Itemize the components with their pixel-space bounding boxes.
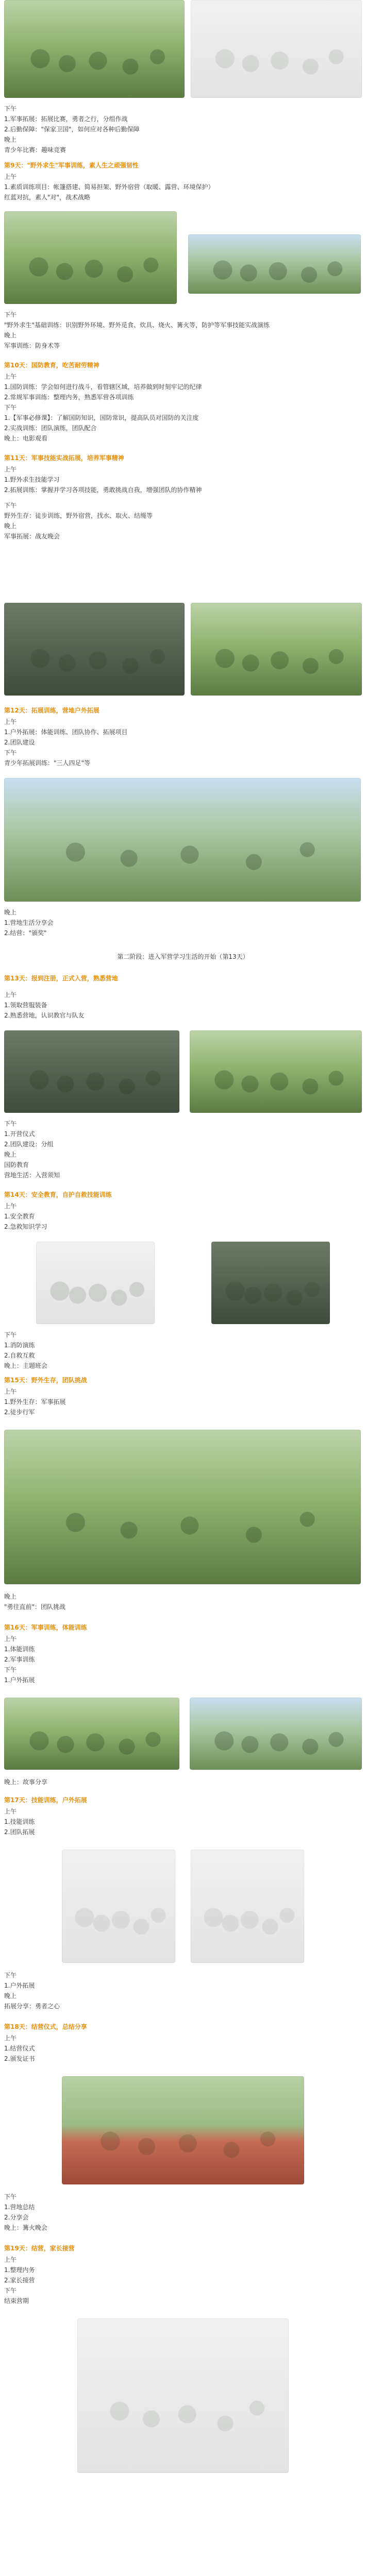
- text: 下午: [4, 404, 17, 411]
- text: 2.自救互救: [4, 1352, 35, 1359]
- text: 1.领取营服装备: [4, 1002, 47, 1009]
- firefighting-photo: [211, 1242, 330, 1324]
- text: 下午: [4, 2193, 17, 2200]
- text: 下午: [4, 1972, 17, 1979]
- text: "勇往直前"：团队挑战: [4, 1603, 66, 1611]
- text: 1.户外拓展: [4, 1982, 35, 1989]
- section-title: 第11天：军事技能实战拓展，培养军事精神: [4, 454, 124, 462]
- text: 晚上: [4, 1593, 17, 1600]
- track-run-photo: [62, 2076, 304, 2184]
- text: 上午: [4, 1635, 17, 1642]
- text: 1.整理内务: [4, 2266, 35, 2274]
- text: 晚上: [4, 332, 17, 339]
- boy-portrait-2: [191, 1850, 304, 1963]
- text: 上午: [4, 718, 17, 725]
- self-rescue-photo: [36, 1242, 155, 1324]
- group-lecture-photo: [4, 603, 185, 696]
- military-group-photo: [190, 1030, 362, 1113]
- text: 下午: [4, 1120, 17, 1127]
- text: 1.军事拓展：拓展比赛，勇者之行，分组作战: [4, 115, 128, 123]
- text: 1.【军事必修课】：了解国防知识，国防常识，提高队员对国防的关注度: [4, 414, 199, 421]
- section-title: 第16天：军事训练，体能训练: [4, 1624, 87, 1631]
- lineup-photo: [190, 1698, 362, 1770]
- text: 2.分享会: [4, 2214, 29, 2221]
- text: 下午: [4, 1666, 17, 1673]
- group-photo-large: [4, 778, 361, 902]
- text: 1.野外求生技能学习: [4, 476, 60, 483]
- text: 上午: [4, 173, 17, 180]
- text: 2.实战训练：团队演练，团队配合: [4, 425, 97, 432]
- text: 晚上: [4, 909, 17, 916]
- camp-field-photo: [4, 211, 177, 304]
- text: 1.结营仪式: [4, 2045, 35, 2052]
- water-training-photo: [4, 0, 185, 98]
- text: 1.营地总结: [4, 2204, 35, 2211]
- text: 军事拓展：战友晚会: [4, 533, 60, 540]
- section-title: 第10天：国防教育，吃苦耐劳精神: [4, 362, 99, 369]
- text: 上午: [4, 991, 17, 998]
- text: 上午: [4, 466, 17, 473]
- text: 晚上: [4, 522, 17, 530]
- text: 上午: [4, 1808, 17, 1815]
- section-title: 第18天：结营仪式，总结分享: [4, 2023, 87, 2030]
- military-boys-photo: [4, 1030, 179, 1113]
- studio-portrait-photo: [191, 0, 362, 98]
- text: 上午: [4, 1202, 17, 1210]
- field-training-photo: [4, 1698, 179, 1770]
- section-title: 第17天：技能训练，户外拓展: [4, 1797, 87, 1804]
- section-title: 第19天：结营，家长接营: [4, 2245, 75, 2252]
- text: 1.技能训练: [4, 1818, 35, 1825]
- text: 青少年比赛：趣味竞赛: [4, 146, 66, 154]
- text: 晚上: [4, 1992, 17, 1999]
- text: 上午: [4, 2035, 17, 2042]
- section-title: 第13天：报到注册，正式入营，熟悉营地: [4, 975, 118, 982]
- section-title: 第15天：野外生存，团队挑战: [4, 1377, 87, 1384]
- text: 青少年拓展训练："三人四足"等: [4, 759, 91, 767]
- text: 2.结营："颁奖": [4, 929, 47, 937]
- text: 上午: [4, 2256, 17, 2263]
- text: 2.熟悉营地，认识教官与队友: [4, 1012, 85, 1019]
- text: 2.团队建设：分组: [4, 1141, 54, 1148]
- stage-caption: 第二阶段：进入军营学习生活的开始（第13天）: [117, 953, 249, 960]
- text: 国防教育: [4, 1161, 29, 1168]
- text: 下午: [4, 105, 17, 112]
- text: 1.户外拓展: [4, 1676, 35, 1684]
- section-title: 第14天：安全教育，自护自救技能训练: [4, 1191, 112, 1198]
- text: 营地生活：入营须知: [4, 1172, 60, 1179]
- text: 1.体能训练: [4, 1646, 35, 1653]
- group-sitting-photo: [191, 603, 362, 696]
- text: 2.徒步行军: [4, 1409, 35, 1416]
- text: 2.常规军事训练：整理内务，熟悉军营各项训练: [4, 394, 134, 401]
- text: 拓展分享：勇者之心: [4, 2003, 60, 2010]
- text: 野外生存：徒步训练，野外宿营，找水、取火、结绳等: [4, 512, 153, 519]
- boy-portrait-1: [62, 1850, 175, 1963]
- family-hug-photo: [77, 2318, 289, 2473]
- text: 1.素质训练项目：帐篷搭建、简易担架、野外宿营（取暖、露营、环境保护）: [4, 183, 214, 191]
- text: 2.团队拓展: [4, 1828, 35, 1836]
- text: 上午: [4, 1388, 17, 1395]
- text: 1.户外拓展：体能训练、团队协作、拓展项目: [4, 728, 128, 736]
- text: 晚上：篝火晚会: [4, 2224, 48, 2231]
- text: 1.开营仪式: [4, 1130, 35, 1138]
- text: "野外求生"基础训练：识别野外环境、野外觅食、炊具、烧火、篝火等，防护等军事技能实战演练: [4, 321, 270, 329]
- text: 1.国防训练：学会如何进行战斗，看管辖区域，培养做到时刻牢记的纪律: [4, 383, 202, 391]
- text: 下午: [4, 2287, 17, 2294]
- text: 结束营期: [4, 2297, 29, 2304]
- text: 红蓝对抗，素人"对"，战术战略: [4, 194, 91, 201]
- text: 1.野外生存：军事拓展: [4, 1398, 66, 1405]
- ropes-course-photo: [4, 1430, 361, 1584]
- text: 2.急救知识学习: [4, 1223, 47, 1230]
- section-title: 第9天："野外求生"军事训练，素人生之顽强韧性: [4, 162, 139, 169]
- text: 上午: [4, 373, 17, 380]
- text: 1.安全教育: [4, 1213, 35, 1220]
- text: 2.拓展训练：掌握并学习各项技能，勇敢挑战自我，增强团队的协作精神: [4, 486, 202, 494]
- text: 晚上: [4, 1151, 17, 1158]
- text: 军事训练：防身术等: [4, 342, 60, 349]
- text: 2.团队建设: [4, 739, 35, 746]
- text: 2.军事训练: [4, 1656, 35, 1663]
- text: 2.家长接营: [4, 2277, 35, 2284]
- text: 晚上：故事分享: [4, 1778, 48, 1786]
- section-title: 第12天：拓展训练，营地户外拓展: [4, 707, 99, 714]
- text: 下午: [4, 749, 17, 756]
- text: 下午: [4, 502, 17, 509]
- team-run-photo: [188, 234, 361, 294]
- text: 2.颁发证书: [4, 2055, 35, 2062]
- text: 晚上：电影观看: [4, 435, 48, 442]
- text: 下午: [4, 1331, 17, 1338]
- text: 下午: [4, 311, 17, 318]
- text: 1.营地生活分享会: [4, 919, 54, 926]
- text: 晚上: [4, 136, 17, 143]
- text: 2.后勤保障："保家卫国"，如何应对各种后勤保障: [4, 126, 140, 133]
- text: 晚上：主题班会: [4, 1362, 48, 1369]
- text: 1.消防演练: [4, 1342, 35, 1349]
